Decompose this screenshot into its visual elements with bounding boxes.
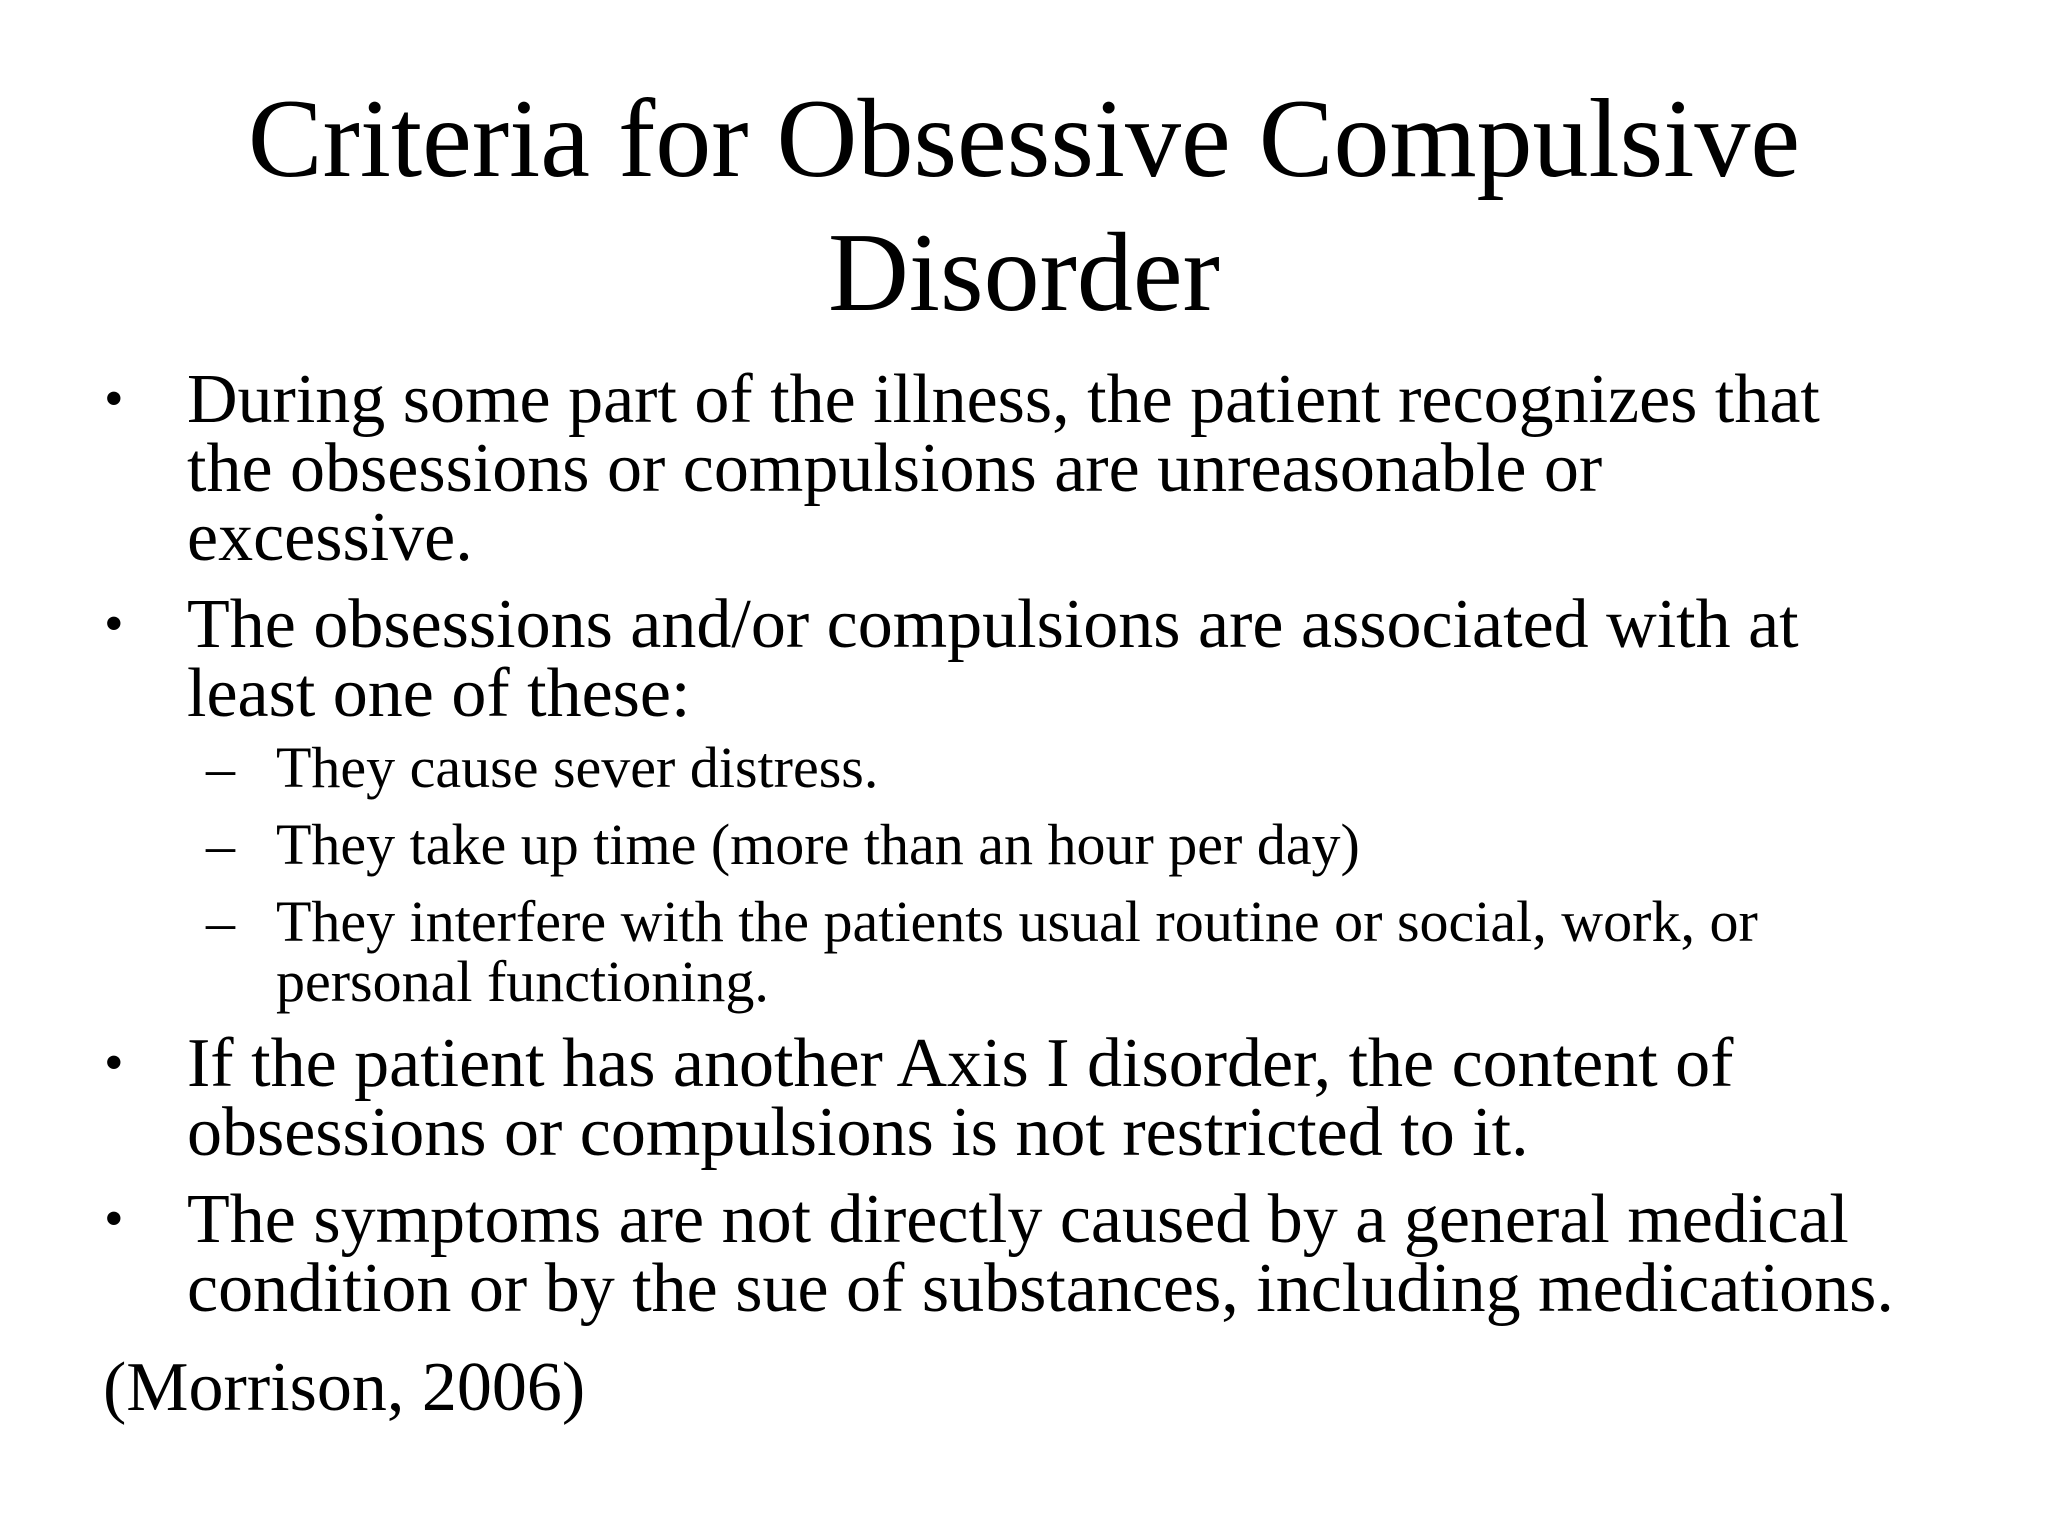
bullet-list <box>100 361 2000 1341</box>
slide-title <box>0 72 2048 340</box>
sub-item-3-line-1: They interfere with the patients usual routine or social, work, or <box>276 889 1758 954</box>
sub-item-1-line-1: They cause sever distress. <box>276 735 879 800</box>
sub-bullet-list <box>100 735 2000 1014</box>
bullet-mark: • <box>104 593 124 655</box>
slide-title-line-1: Criteria for Obsessive Compulsive <box>247 77 1801 201</box>
sub-item-3-line-2: personal functioning. <box>276 949 769 1014</box>
bullet-3-line-1: If the patient has another Axis I disorder, the content of <box>187 1025 1734 1102</box>
bullet-4-line-1: The symptoms are not directly caused by a general medical <box>187 1181 1849 1258</box>
dash-mark: – <box>206 735 235 800</box>
sub-item-2-line-1: They take up time (more than an hour per day) <box>276 812 1360 877</box>
sub-item-2 <box>100 812 2000 877</box>
bullet-item-3 <box>100 1025 2000 1171</box>
bullet-mark: • <box>104 368 124 430</box>
sub-item-3 <box>100 889 2000 1014</box>
bullet-item-1 <box>100 361 2000 576</box>
bullet-mark: • <box>104 1032 124 1094</box>
bullet-1-line-2: the obsessions or compulsions are unreasonable or <box>187 430 1603 507</box>
bullet-item-4 <box>100 1181 2000 1327</box>
bullet-2-line-1: The obsessions and/or compulsions are associated with at <box>187 586 1799 663</box>
dash-mark: – <box>206 889 235 954</box>
slide-title-line-2: Disorder <box>828 211 1220 335</box>
sub-item-1 <box>100 735 2000 800</box>
bullet-1-line-3: excessive. <box>187 499 473 576</box>
dash-mark: – <box>206 812 235 877</box>
bullet-mark: • <box>104 1188 124 1250</box>
bullet-item-2 <box>100 586 2000 732</box>
bullet-1-line-1: During some part of the illness, the patient recognizes that <box>187 361 1820 438</box>
bullet-4-line-2: condition or by the sue of substances, including medications. <box>187 1250 1894 1327</box>
bullet-3-line-2: obsessions or compulsions is not restricted to it. <box>187 1094 1529 1171</box>
bullet-2-line-2: least one of these: <box>187 655 691 732</box>
citation: (Morrison, 2006) <box>103 1349 586 1426</box>
